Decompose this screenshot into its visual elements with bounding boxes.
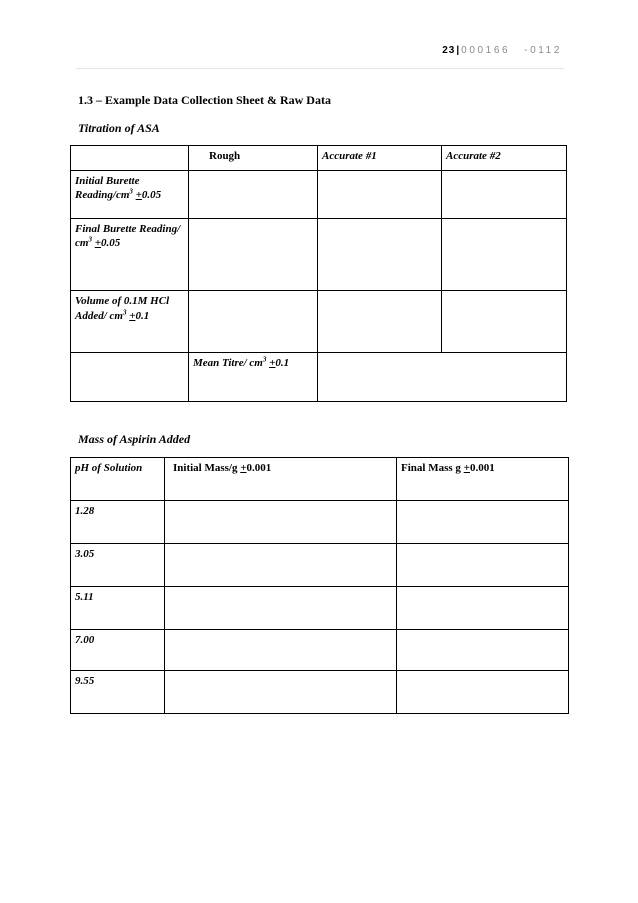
mean-titre-label: Mean Titre/ $cm^3 +0.1$ [189,353,318,402]
header-rule [76,68,564,69]
table-cell [442,219,567,291]
table-cell [165,587,397,630]
column-header-accurate-2: Accurate #2 [442,146,567,171]
header-code-suffix: -0112 [524,45,562,56]
row-label-initial-burette: Initial Burette Reading/$cm^3 +0.05$ [71,171,189,219]
ph-value: 1.28 [71,501,165,544]
column-header-accurate-1: Accurate #1 [318,146,442,171]
table-cell [189,219,318,291]
table-cell [397,501,569,544]
ph-value: 3.05 [71,544,165,587]
column-header-final-mass: Final Mass g +0.001 [397,458,569,501]
table-cell [189,291,318,353]
mass-table [70,457,569,714]
row-label-volume-hcl: Volume of 0.1M HCl Added/ $cm^3 +0.1$ [71,291,189,353]
header-code: 000166 [461,45,511,56]
table-cell [165,544,397,587]
section-title: 1.3 – Example Data Collection Sheet & Raw Data [78,93,331,107]
table-cell [71,353,189,402]
mass-header-row [71,458,569,501]
table-cell [442,171,567,219]
table-cell [397,671,569,714]
table-cell [318,171,442,219]
table-row [71,501,569,544]
column-header-ph: pH of Solution [71,458,165,501]
table-cell [397,587,569,630]
ph-value: 7.00 [71,630,165,671]
page-header [442,45,562,56]
table-row [71,587,569,630]
table-cell [165,630,397,671]
column-header-initial-mass: Initial Mass/g +0.001 [165,458,397,501]
titration-caption: Titration of ASA [78,121,160,135]
mean-titre-value [318,353,567,402]
table-cell [397,544,569,587]
table-row [71,353,567,402]
table-row [71,630,569,671]
table-cell [397,630,569,671]
table-cell [189,171,318,219]
table-cell [442,291,567,353]
table-row [71,544,569,587]
ph-value: 9.55 [71,671,165,714]
table-cell [318,291,442,353]
table-cell [165,501,397,544]
mass-caption: Mass of Aspirin Added [78,432,191,446]
table-cell [71,146,189,171]
column-header-rough: Rough [189,146,318,171]
titration-table [70,145,567,402]
row-label-final-burette: Final Burette Reading/ $cm^3 +0.05$ [71,219,189,291]
table-row [71,671,569,714]
table-cell [165,671,397,714]
titration-header-row [71,146,567,171]
table-row [71,291,567,353]
header-separator: | [456,45,460,56]
table-row [71,171,567,219]
page-number: 23 [442,45,456,56]
ph-value: 5.11 [71,587,165,630]
table-cell [318,219,442,291]
table-row [71,219,567,291]
